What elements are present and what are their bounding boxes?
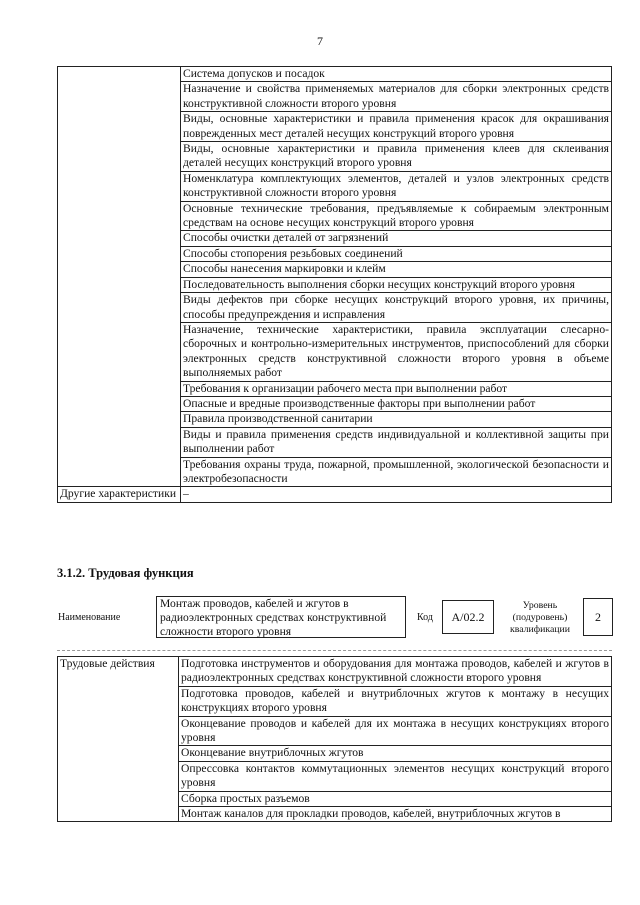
table-row [58,487,612,502]
code-value-box: А/02.2 [442,600,494,634]
list-item: Оконцевание внутриблочных жгутов [179,746,612,761]
list-item: Последовательность выполнения сборки несущих конструкций второго уровня [181,277,612,292]
list-item: Система допусков и посадок [181,67,612,82]
code-label: Код [417,612,433,623]
row-label [58,67,181,487]
list-item: Опрессовка контактов коммутационных элементов несущих конструкций второго уровня [179,761,612,791]
list-item: Номенклатура комплектующих элементов, деталей и узлов электронных средств конструктивной сложности второго уровня [181,171,612,201]
name-label: Наименование [58,612,121,623]
labor-actions-table [57,656,612,822]
list-item: Виды дефектов при сборке несущих конструкций второго уровня, их причины, способы предупреждения и исправления [181,293,612,323]
list-item: Требования к организации рабочего места при выполнении работ [181,381,612,396]
scan-artifact-line [57,650,612,651]
list-item: Способы нанесения маркировки и клейм [181,262,612,277]
list-item: Правила производственной санитарии [181,412,612,427]
page-number: 7 [317,34,323,48]
table-row [58,657,612,687]
list-item: Монтаж каналов для прокладки проводов, кабелей, внутриблочных жгутов в [179,807,612,822]
list-item: Способы стопорения резьбовых соединений [181,246,612,261]
list-item: Виды, основные характеристики и правила применения клеев для склеивания деталей несущих конструкций второго уровня [181,142,612,172]
list-item: Виды, основные характеристики и правила применения красок для окрашивания поврежденных мест деталей несущих конструкций второго уровня [181,112,612,142]
qualification-level-box: 2 [583,598,613,636]
row-label: Другие характеристики [58,487,181,502]
list-item: Сборка простых разъемов [179,791,612,806]
list-item: – [181,487,612,502]
row-label: Трудовые действия [58,657,179,822]
list-item: Назначение, технические характеристики, правила эксплуатации слесарно-сборочных и контрольно-измерительных инструментов, приспособлений для сборки электронных средств конструктивной сложности второго уровня в объеме выполняемых работ [181,322,612,381]
list-item: Виды и правила применения средств индивидуальной и коллективной защиты при выполнении работ [181,427,612,457]
list-item: Назначение и свойства применяемых материалов для сборки электронных средств конструктивной сложности второго уровня [181,82,612,112]
list-item: Основные технические требования, предъявляемые к собираемым электронным средствам на основе несущих конструкций второго уровня [181,201,612,231]
list-item: Подготовка проводов, кабелей и внутриблочных жгутов к монтажу в несущих конструкциях второго уровня [179,686,612,716]
list-item: Оконцевание проводов и кабелей для их монтажа в несущих конструкциях второго уровня [179,716,612,746]
list-item: Требования охраны труда, пожарной, промышленной, экологической безопасности и электробезопасности [181,457,612,487]
list-item: Способы очистки деталей от загрязнений [181,231,612,246]
table-row [58,67,612,82]
knowledge-table [57,66,612,503]
function-name-box: Монтаж проводов, кабелей и жгутов в радиоэлектронных средствах конструктивной сложности второго уровня [156,596,406,638]
list-item: Опасные и вредные производственные факторы при выполнении работ [181,396,612,411]
section-heading: 3.1.2. Трудовая функция [57,566,194,580]
qualification-level-label: Уровень (подуровень) квалификации [509,600,571,635]
list-item: Подготовка инструментов и оборудования для монтажа проводов, кабелей и жгутов в радиоэлектронных средствах конструктивной сложности второго уровня [179,657,612,687]
